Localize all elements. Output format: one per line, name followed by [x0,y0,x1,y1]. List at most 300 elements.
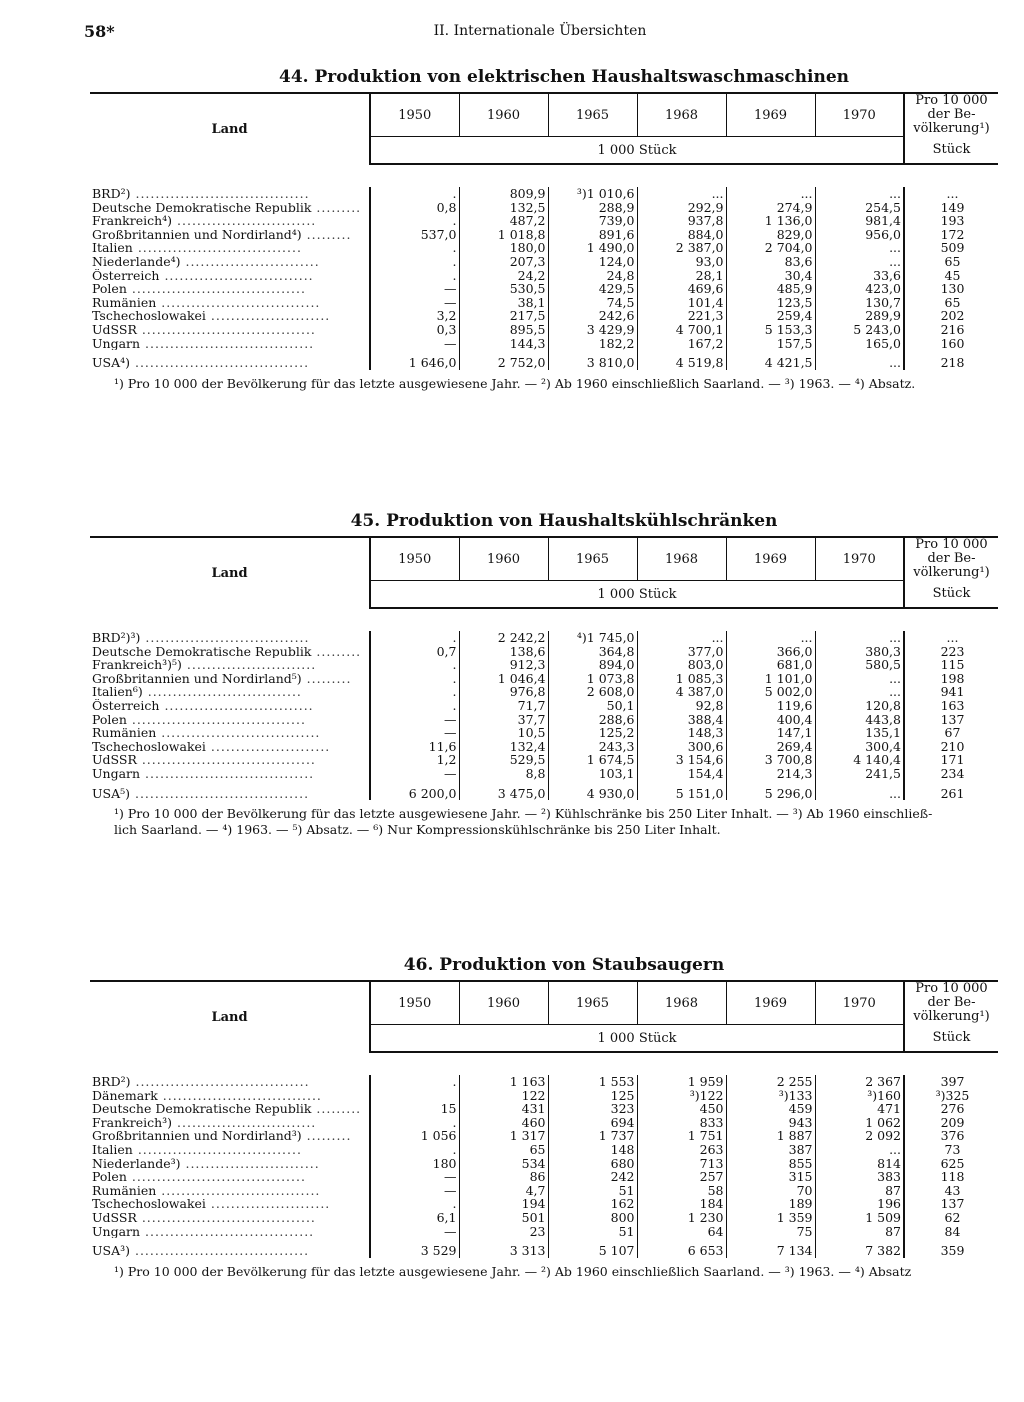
footnote [90,806,998,838]
country-cell [90,350,370,370]
value-cell: ... [815,672,904,686]
footnote-line: ¹) Pro 10 000 der Bevölkerung für das letzte ausgewiesene Jahr. — ²) Ab 1960 einschließlich Saarland. — ³) 1963. — ⁴) Absatz. [114,375,916,391]
value-cell: 67 [904,726,998,740]
value-cell: 509 [904,241,998,255]
value-cell: 123,5 [726,296,815,310]
per-capita-header-line: der Be- [927,107,976,123]
value-cell: 530,5 [459,282,548,296]
value-cell: 469,6 [637,282,726,296]
value-cell: 70 [726,1184,815,1198]
country-cell [90,1170,370,1184]
value-cell: . [370,255,459,269]
leader-dots: .................................. [140,1224,315,1239]
value-cell: 171 [904,753,998,767]
column-header-year: 1970 [815,537,904,581]
country-cell [90,1116,370,1130]
value-cell: 194 [459,1197,548,1211]
value-cell: 263 [637,1143,726,1157]
value-cell: 1 317 [459,1129,548,1143]
country-name: Polen [92,712,127,727]
table-row [90,201,998,215]
country-cell [90,1143,370,1157]
unit-label-main: 1 000 Stück [370,137,904,165]
footnote [90,376,998,392]
value-cell: 64 [637,1225,726,1239]
value-cell: 1 490,0 [548,241,637,255]
table-row [90,337,998,351]
value-cell: — [370,296,459,310]
value-cell: 912,3 [459,658,548,672]
leader-dots: ................................... [126,282,306,296]
value-cell: 5 002,0 [726,685,815,699]
table-section-45 [90,506,998,838]
value-cell: . [370,187,459,201]
leader-dots: ........................... [180,254,320,269]
column-header-year: 1965 [548,537,637,581]
value-cell: — [370,713,459,727]
country-name: Rumänien [92,295,157,310]
value-cell: 74,5 [548,296,637,310]
value-cell: 51 [548,1184,637,1198]
table-row [90,1102,998,1116]
value-cell: 1,2 [370,753,459,767]
value-cell: 4 140,4 [815,753,904,767]
country-name: Frankreich³)⁵) [92,658,182,672]
leader-dots: ......... [311,200,362,215]
value-cell: 292,9 [637,201,726,215]
value-cell: 3 154,6 [637,753,726,767]
country-name: Polen [92,282,127,296]
value-cell: ... [637,631,726,645]
per-capita-header-line: Pro 10 000 [915,537,988,553]
value-cell: 162 [548,1197,637,1211]
leader-dots: .................................. [140,336,315,351]
value-cell: 1 046,4 [459,672,548,686]
table-row [90,1143,998,1157]
country-cell [90,1184,370,1198]
value-cell: 138,6 [459,645,548,659]
country-name: Tschechoslowakei [92,739,206,754]
value-cell: 833 [637,1116,726,1130]
column-header-per-capita [904,537,998,581]
column-header-year: 1969 [726,981,815,1025]
value-cell: 103,1 [548,767,637,781]
value-cell: 366,0 [726,645,815,659]
value-cell: 160 [904,337,998,351]
unit-label-per-capita: Stück [904,137,998,165]
leader-dots: ................................... [136,1210,316,1225]
footnote-line: lich Saarland. — ⁴) 1963. — ⁵) Absatz. — ⁶) Nur Kompressionskühlschränke bis 250 Liter Inhalt. [114,822,721,838]
value-cell: 459 [726,1102,815,1116]
value-cell: 276 [904,1102,998,1116]
value-cell: ... [726,187,815,201]
country-name: Österreich [92,268,160,283]
country-cell [90,1075,370,1089]
value-cell: 135,1 [815,726,904,740]
value-cell: 193 [904,214,998,228]
value-cell: 210 [904,740,998,754]
value-cell: ... [815,241,904,255]
value-cell: 364,8 [548,645,637,659]
leader-dots: ................................. [132,1142,302,1157]
value-cell: ... [815,1143,904,1157]
value-cell: 3 810,0 [548,350,637,370]
page-number: 58* [84,22,115,41]
country-name: Tschechoslowakei [92,1197,206,1211]
country-name: Niederlande³) [92,1156,181,1171]
table-row [90,1184,998,1198]
country-name: USA³) [92,1243,131,1258]
country-cell [90,269,370,283]
value-cell: 359 [904,1238,998,1258]
value-cell: ³)122 [637,1089,726,1103]
table-row [90,255,998,269]
value-cell: 144,3 [459,337,548,351]
value-cell: 87 [815,1225,904,1239]
value-cell: 196 [815,1197,904,1211]
value-cell: 460 [459,1116,548,1130]
table-row [90,1225,998,1239]
country-cell [90,672,370,686]
country-cell [90,1157,370,1171]
country-name: USA⁵) [92,785,131,801]
value-cell: 124,0 [548,255,637,269]
value-cell: 122 [459,1089,548,1103]
value-cell: 132,5 [459,201,548,215]
value-cell: 198 [904,672,998,686]
country-name: USA⁴) [92,355,131,370]
country-name: Großbritannien und Nordirland³) [92,1129,302,1143]
value-cell: 1 062 [815,1116,904,1130]
value-cell: . [370,269,459,283]
country-cell [90,323,370,337]
column-header-year: 1968 [637,93,726,137]
leader-dots: ............................ [172,214,317,228]
value-cell: . [370,631,459,645]
per-capita-header-line: der Be- [927,995,976,1011]
table-row [90,1089,998,1103]
leader-dots: ................................... [126,1170,306,1184]
value-cell: 1 018,8 [459,228,548,242]
value-cell: 189 [726,1197,815,1211]
value-cell: 10,5 [459,726,548,740]
value-cell: 242,6 [548,309,637,323]
country-cell [90,740,370,754]
country-name: BRD²)³) [92,631,141,645]
value-cell: 1 056 [370,1129,459,1143]
value-cell: 956,0 [815,228,904,242]
country-name: Frankreich³) [92,1115,173,1130]
unit-label-main: 1 000 Stück [370,1025,904,1053]
header-row-years [90,93,998,137]
column-header-year: 1960 [459,981,548,1025]
value-cell: 3 313 [459,1238,548,1258]
value-cell: 130 [904,282,998,296]
value-cell: — [370,1170,459,1184]
table-row [90,658,998,672]
value-cell: 45 [904,269,998,283]
country-cell [90,685,370,699]
value-cell: 101,4 [637,296,726,310]
value-cell: 829,0 [726,228,815,242]
value-cell: 431 [459,1102,548,1116]
country-name: Großbritannien und Nordirland⁴) [92,227,302,242]
value-cell: 184 [637,1197,726,1211]
value-cell: 3 529 [370,1238,459,1258]
country-cell [90,214,370,228]
value-cell: . [370,685,459,699]
unit-label-main: 1 000 Stück [370,581,904,609]
value-cell: 83,6 [726,255,815,269]
country-name: BRD²) [92,187,131,201]
column-header-year: 1968 [637,981,726,1025]
value-cell: 65 [459,1143,548,1157]
value-cell: 147,1 [726,726,815,740]
footnote-line: ¹) Pro 10 000 der Bevölkerung für das letzte ausgewiesene Jahr. — ²) Ab 1960 einschließlich Saarland. — ³) 1963. — ⁴) Absatz [114,1263,912,1279]
value-cell: 207,3 [459,255,548,269]
value-cell: 62 [904,1211,998,1225]
value-cell: — [370,337,459,351]
country-name: Rumänien [92,726,157,740]
value-cell: — [370,1225,459,1239]
value-cell: 241,5 [815,767,904,781]
country-cell [90,1102,370,1116]
country-cell [90,767,370,781]
value-cell: 943 [726,1116,815,1130]
value-cell: 214,3 [726,767,815,781]
value-cell: . [370,658,459,672]
value-cell: ... [815,631,904,645]
country-name: Ungarn [92,1224,141,1239]
leader-dots: ......... [311,644,362,659]
table-title: 44. Produktion von elektrischen Haushaltswaschmaschinen [278,67,849,87]
column-header-year: 1965 [548,981,637,1025]
value-cell: 37,7 [459,713,548,727]
value-cell: 1 230 [637,1211,726,1225]
value-cell: 534 [459,1157,548,1171]
value-cell: 380,3 [815,645,904,659]
value-cell: ... [904,631,998,645]
table-row [90,1116,998,1130]
country-cell [90,726,370,740]
value-cell: 86 [459,1170,548,1184]
value-cell: 2 608,0 [548,685,637,699]
value-cell: 221,3 [637,309,726,323]
country-name: Polen [92,1170,127,1184]
value-cell: 1 163 [459,1075,548,1089]
value-cell: 92,8 [637,699,726,713]
leader-dots: ................................... [136,753,316,767]
value-cell: 149 [904,201,998,215]
country-name: Österreich [92,698,160,713]
value-cell: 289,9 [815,309,904,323]
value-cell: 180,0 [459,241,548,255]
leader-dots: .............................. [159,698,314,713]
country-name: UdSSR [92,753,137,767]
value-cell: 274,9 [726,201,815,215]
country-cell [90,713,370,727]
column-header-land: Land [211,121,248,137]
value-cell: 2 242,2 [459,631,548,645]
value-cell: ... [726,631,815,645]
value-cell: 84 [904,1225,998,1239]
country-name: Deutsche Demokratische Republik [92,200,312,215]
country-cell [90,781,370,801]
column-header-year: 1960 [459,537,548,581]
value-cell: 315 [726,1170,815,1184]
value-cell: 202 [904,309,998,323]
value-cell: 894,0 [548,658,637,672]
value-cell: 5 151,0 [637,781,726,801]
statistics-table [90,92,998,370]
leader-dots: ........................ [205,1197,331,1211]
value-cell: 814 [815,1157,904,1171]
table-row [90,753,998,767]
value-cell: 254,5 [815,201,904,215]
unit-label-per-capita: Stück [904,1025,998,1053]
leader-dots: ......... [311,1102,362,1116]
value-cell: 288,6 [548,713,637,727]
value-cell: 1 553 [548,1075,637,1089]
value-cell: 180 [370,1157,459,1171]
footnote-line: ¹) Pro 10 000 der Bevölkerung für das letzte ausgewiesene Jahr. — ²) Kühlschränke bis 250 Liter Inhalt. — ³) Ab 1960 einschließ- [114,806,933,822]
value-cell: 1 959 [637,1075,726,1089]
country-name: BRD²) [92,1075,131,1089]
value-cell: 6 200,0 [370,781,459,801]
value-cell: 154,4 [637,767,726,781]
value-cell: — [370,282,459,296]
value-cell: 71,7 [459,699,548,713]
value-cell: 5 296,0 [726,781,815,801]
country-cell [90,282,370,296]
value-cell: 24,8 [548,269,637,283]
country-name: UdSSR [92,1210,137,1225]
value-cell: 1 073,8 [548,672,637,686]
value-cell: 223 [904,645,998,659]
value-cell: 157,5 [726,337,815,351]
value-cell: 65 [904,255,998,269]
column-header-year: 1970 [815,93,904,137]
value-cell: 28,1 [637,269,726,283]
country-cell [90,631,370,645]
column-header-year: 1950 [370,93,459,137]
country-cell [90,296,370,310]
country-name: Dänemark [92,1088,158,1103]
table-row [90,1075,998,1089]
value-cell: 397 [904,1075,998,1089]
value-cell: 120,8 [815,699,904,713]
per-capita-header-line: der Be- [927,551,976,567]
table-row [90,1170,998,1184]
value-cell: 5 153,3 [726,323,815,337]
leader-dots: ................................... [130,1243,310,1258]
value-cell: 243,3 [548,740,637,754]
value-cell: 165,0 [815,337,904,351]
table-row [90,228,998,242]
table-row [90,699,998,713]
value-cell: 58 [637,1184,726,1198]
value-cell: 443,8 [815,713,904,727]
value-cell: 2 704,0 [726,241,815,255]
value-cell: 1 359 [726,1211,815,1225]
leader-dots: ........................ [205,739,331,754]
value-cell: 269,4 [726,740,815,754]
per-capita-header-line: völkerung¹) [913,121,990,137]
per-capita-header-line: Pro 10 000 [915,93,988,109]
value-cell: 3,2 [370,309,459,323]
value-cell: 937,8 [637,214,726,228]
per-capita-header-line: völkerung¹) [913,565,990,581]
table-row [90,296,998,310]
value-cell: 261 [904,781,998,801]
leader-dots: .......................... [181,658,317,672]
country-name: Ungarn [92,766,141,781]
value-cell: . [370,672,459,686]
unit-label-per-capita: Stück [904,581,998,609]
table-row [90,214,998,228]
table-row [90,767,998,781]
value-cell: 855 [726,1157,815,1171]
table-row [90,631,998,645]
value-cell: 125,2 [548,726,637,740]
value-cell: 580,5 [815,658,904,672]
country-cell [90,187,370,201]
country-cell [90,1211,370,1225]
table-row [90,645,998,659]
column-header-year: 1950 [370,981,459,1025]
column-header-year: 1950 [370,537,459,581]
value-cell: 537,0 [370,228,459,242]
value-cell: 51 [548,1225,637,1239]
value-cell: 4 930,0 [548,781,637,801]
value-cell [370,1089,459,1103]
value-cell: 30,4 [726,269,815,283]
country-cell [90,645,370,659]
value-cell: 242 [548,1170,637,1184]
statistics-table [90,980,998,1258]
value-cell: 487,2 [459,214,548,228]
value-cell: . [370,699,459,713]
leader-dots: ................................ [156,295,321,310]
value-cell: 1 136,0 [726,214,815,228]
country-cell [90,201,370,215]
value-cell: 11,6 [370,740,459,754]
leader-dots: ......... [301,671,352,686]
country-cell [90,1129,370,1143]
value-cell: 400,4 [726,713,815,727]
value-cell: 300,4 [815,740,904,754]
country-name: Frankreich⁴) [92,214,173,228]
leader-dots: ................................ [156,726,321,740]
value-cell: 148 [548,1143,637,1157]
value-cell: 259,4 [726,309,815,323]
leader-dots: ................................... [130,785,310,801]
value-cell: . [370,1075,459,1089]
country-name: Italien [92,241,133,255]
value-cell: 7 134 [726,1238,815,1258]
column-header-year: 1965 [548,93,637,137]
table-row [90,350,998,370]
table-row [90,187,998,201]
country-name: Deutsche Demokratische Republik [92,644,312,659]
value-cell: 680 [548,1157,637,1171]
value-cell: 182,2 [548,337,637,351]
value-cell: 257 [637,1170,726,1184]
table-section-46 [90,950,998,1280]
value-cell: 2 387,0 [637,241,726,255]
header-row-years [90,981,998,1025]
leader-dots: ................................ [157,1088,322,1103]
